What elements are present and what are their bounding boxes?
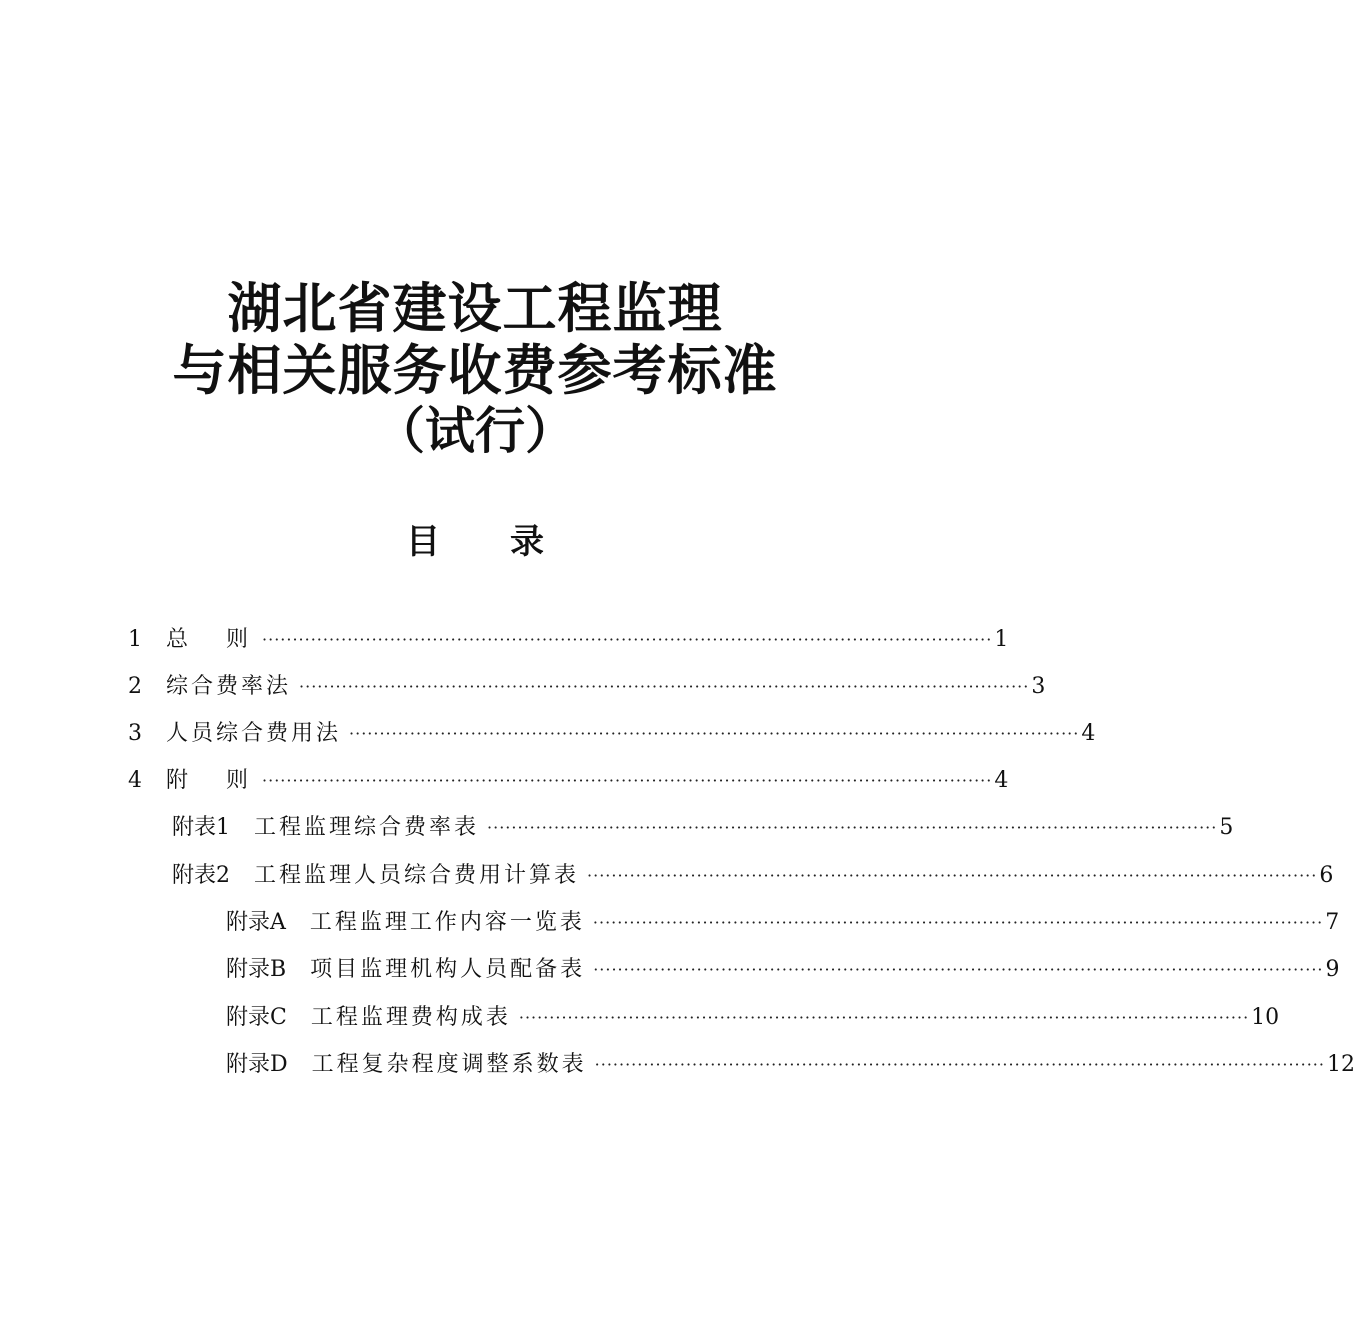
toc-entry-page: 5 — [1219, 815, 1234, 840]
toc-entry-4[interactable] — [128, 764, 1009, 798]
toc-entry-prefix: 附录C — [226, 1005, 287, 1030]
toc-entry-page: 12 — [1326, 1052, 1355, 1077]
toc-leader-dots: ························································································································ — [299, 677, 1030, 696]
toc-leader-dots: ························································································································ — [592, 913, 1324, 932]
toc-entry-label: 工程复杂程度调整系数表 — [311, 1052, 587, 1077]
toc-entry-prefix: 附录D — [226, 1052, 288, 1077]
toc-entry-number: 1 — [128, 627, 142, 652]
toc-leader-dots: ························································································································ — [594, 1055, 1325, 1074]
toc-entry-prefix: 附表2 — [172, 863, 230, 888]
title-line-1: 湖北省建设工程监理 — [227, 277, 723, 340]
toc-entry-page: 4 — [994, 768, 1009, 793]
toc-entry-prefix: 附表1 — [172, 815, 230, 840]
title-line-2: 与相关服务收费参考标准 — [172, 339, 778, 402]
toc-leader-dots: ························································································································ — [487, 818, 1218, 837]
toc-leader-dots: ························································································································ — [587, 866, 1318, 885]
toc-entry-label: 工程监理综合费率表 — [254, 815, 480, 840]
toc-entry-appendix-a[interactable] — [226, 906, 1340, 940]
toc-entry-prefix: 附录A — [226, 910, 286, 935]
toc-entry-label: 综合费率法 — [166, 674, 292, 699]
toc-leader-dots: ························································································································ — [593, 960, 1324, 979]
toc-entry-label: 工程监理费构成表 — [310, 1005, 511, 1030]
toc-leader-dots: ························································································································ — [262, 630, 993, 649]
toc-leader-dots: ························································································································ — [262, 771, 993, 790]
toc-entry-label: 总则 — [166, 627, 287, 652]
toc-entry-page: 9 — [1325, 957, 1340, 982]
toc-entry-label: 项目监理机构人员配备表 — [310, 957, 586, 982]
toc-entry-page: 6 — [1319, 863, 1334, 888]
toc-entry-number: 4 — [128, 768, 142, 793]
toc-entry-appendix-table-2[interactable] — [172, 859, 1334, 893]
toc-entry-page: 7 — [1325, 910, 1340, 935]
toc-entry-page: 3 — [1031, 674, 1046, 699]
toc-entry-appendix-table-1[interactable] — [172, 811, 1234, 845]
toc-entry-3[interactable] — [128, 717, 1096, 751]
toc-leader-dots: ························································································································ — [518, 1008, 1250, 1027]
toc-entry-appendix-b[interactable] — [226, 953, 1340, 987]
toc-entry-page: 4 — [1081, 721, 1096, 746]
toc-entry-1[interactable] — [128, 623, 1009, 657]
toc-entry-number: 2 — [128, 674, 142, 699]
toc-entry-label: 工程监理人员综合费用计算表 — [254, 863, 580, 888]
toc-heading: 目录 — [406, 522, 614, 562]
toc-entry-appendix-c[interactable] — [226, 1001, 1280, 1035]
toc-entry-label: 工程监理工作内容一览表 — [309, 910, 585, 935]
toc-entry-appendix-d[interactable] — [226, 1048, 1355, 1082]
toc-entry-prefix: 附录B — [226, 957, 287, 982]
toc-entry-number: 3 — [128, 721, 142, 746]
toc-entry-page: 10 — [1251, 1005, 1280, 1030]
toc-leader-dots: ························································································································ — [349, 724, 1080, 743]
document-title — [0, 278, 950, 460]
toc-entry-label: 附则 — [166, 768, 287, 793]
toc-entry-2[interactable] — [128, 670, 1046, 704]
title-line-3: （试行） — [375, 402, 575, 460]
toc-entry-page: 1 — [994, 627, 1009, 652]
toc-entry-label: 人员综合费用法 — [166, 721, 342, 746]
